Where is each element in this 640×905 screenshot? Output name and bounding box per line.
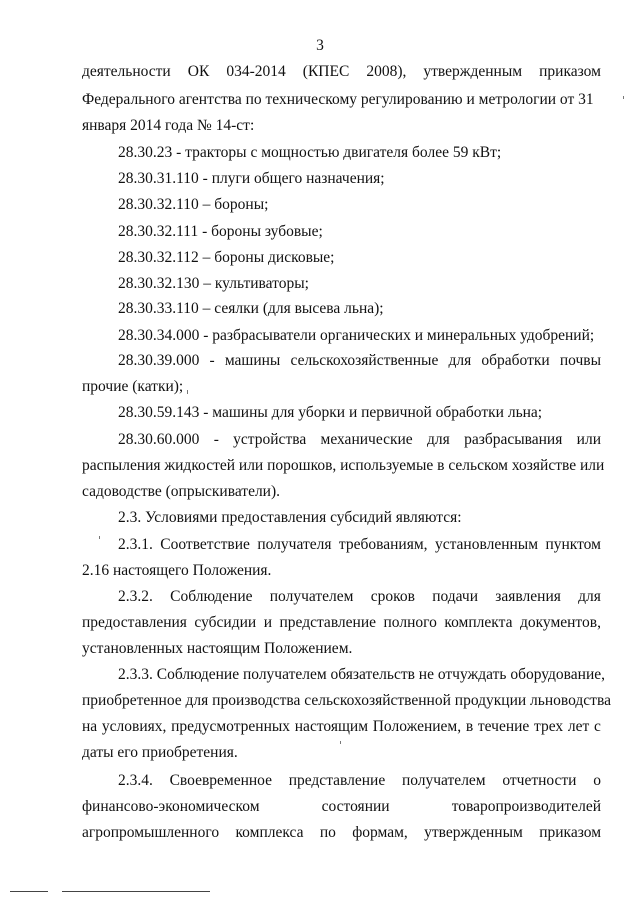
word: пунктом (545, 536, 601, 553)
list-item-28-30-32-130: 28.30.32.130 – культиваторы; (118, 275, 309, 292)
word: обработки (481, 352, 550, 369)
word: механические (320, 431, 413, 448)
text-line-2: Федерального агентства по техническому регулированию и метрологии от 31 (82, 91, 594, 108)
list-item-28-30-23: 28.30.23 - тракторы с мощностью двигателя более 59 кВт; (118, 144, 502, 161)
word: формам, (352, 824, 408, 841)
word: лет (567, 718, 590, 735)
word: 28.30.39.000 (118, 352, 200, 369)
word: для (427, 431, 450, 448)
word: для (578, 588, 601, 605)
word: и (263, 614, 272, 631)
word: приказом (539, 63, 601, 80)
word: условиях, (101, 718, 167, 735)
footer-rule-right (62, 891, 210, 892)
word: документов, (519, 614, 601, 631)
word: 2.3.2. (118, 588, 153, 605)
list-item-28-30-31-110: 28.30.31.110 - плуги общего назначения; (118, 170, 385, 187)
word: с (594, 718, 601, 735)
word: предусмотренных (171, 718, 291, 735)
word: устройства (233, 431, 307, 448)
text-line-30 (82, 824, 601, 842)
word: по (319, 824, 336, 841)
list-item-28-30-60-000 (118, 431, 601, 449)
word: ОК (187, 63, 210, 80)
scan-speck (340, 741, 341, 744)
word: - (209, 352, 215, 369)
list-item-28-30-32-110: 28.30.32.110 – бороны; (118, 196, 269, 213)
word: приказом (539, 824, 601, 841)
word: сельскохозяйственные (290, 352, 439, 369)
word: о (593, 772, 601, 789)
text-line-23: установленных настоящим Положением. (82, 640, 353, 657)
word: Своевременное (169, 772, 272, 789)
word: финансово-экономическом (82, 798, 260, 815)
word: отчетности (502, 772, 577, 789)
word: представление (288, 772, 386, 789)
word: Положением, (372, 718, 462, 735)
clause-2-3-3: 2.3.3. Соблюдение получателем обязательств не отчуждать оборудование, (118, 666, 605, 683)
word: почвы (559, 352, 601, 369)
word: разбрасывания (464, 431, 563, 448)
list-item-28-30-34-000: 28.30.34.000 - разбрасыватели органических и минеральных удобрений; (118, 327, 595, 344)
word: 2.3.1. (118, 536, 153, 553)
word: субсидии (194, 614, 257, 631)
text-line-29 (82, 798, 601, 816)
text-line-26 (82, 718, 601, 736)
word: комплекта (444, 614, 513, 631)
word: настоящим (294, 718, 369, 735)
word: 28.30.60.000 (118, 431, 200, 448)
word: получателем (401, 772, 486, 789)
word: утвержденным (423, 63, 523, 80)
footer-rule-left (10, 891, 48, 892)
list-item-28-30-33-110: 28.30.33.110 – сеялки (для высева льна); (118, 300, 384, 317)
word: требованиям, (338, 536, 428, 553)
list-item-28-30-39-000 (118, 352, 601, 370)
word: комплекса (235, 824, 304, 841)
word: предоставления (82, 614, 187, 631)
word: 034-2014 (226, 63, 286, 80)
word: Соответствие (160, 536, 250, 553)
list-item-28-30-59-143: 28.30.59.143 - машины для уборки и первичной обработки льна; (118, 404, 543, 421)
word: 2.3.4. (118, 772, 153, 789)
word: заявления (495, 588, 561, 605)
word: агропромышленного (82, 824, 220, 841)
word: установленным (434, 536, 539, 553)
word: трех (534, 718, 564, 735)
word: на (82, 718, 98, 735)
word: или (576, 431, 601, 448)
word: утвержденным (424, 824, 523, 841)
word: в (465, 718, 474, 735)
text-line-22 (82, 614, 601, 632)
word: состоянии (321, 798, 390, 815)
word: представление (279, 614, 377, 631)
text-line-20: 2.16 настоящего Положения. (82, 562, 272, 579)
word: для (448, 352, 472, 369)
list-item-28-30-32-112: 28.30.32.112 – бороны дисковые; (118, 249, 335, 266)
word: получателем (269, 588, 354, 605)
text-line-1 (82, 63, 601, 81)
clause-2-3-4 (118, 772, 601, 790)
clause-2-3-2 (118, 588, 601, 606)
text-line-13: прочие (катки); (82, 378, 184, 395)
text-line-3: января 2014 года № 14-ст: (82, 117, 255, 134)
word: сроков (370, 588, 415, 605)
text-line-17: садоводстве (опрыскиватели). (82, 483, 281, 500)
word: течение (477, 718, 530, 735)
page-number: 3 (316, 37, 324, 54)
word: подачи (432, 588, 479, 605)
list-item-28-30-32-111: 28.30.32.111 - бороны зубовые; (118, 223, 323, 240)
text-line-16: распыления жидкостей или порошков, используемые в сельском хозяйстве или (82, 457, 605, 474)
word: деятельности (82, 63, 171, 80)
word: (КПЕС (302, 63, 350, 80)
scan-speck (187, 390, 188, 394)
word: - (213, 431, 219, 448)
word: 2008), (366, 63, 407, 80)
text-line-27: даты его приобретения. (82, 744, 238, 761)
word: получателя (257, 536, 332, 553)
scan-speck (99, 536, 100, 539)
section-2-3-heading: 2.3. Условиями предоставления субсидий являются: (118, 509, 462, 526)
clause-2-3-1 (118, 536, 601, 554)
word: полного (383, 614, 437, 631)
word: машины (224, 352, 281, 369)
text-line-25: приобретенное для производства сельскохозяйственной продукции льноводства (82, 692, 611, 709)
word: Соблюдение (170, 588, 253, 605)
word: товаропроизводителей (451, 798, 601, 815)
scan-speck (623, 96, 624, 99)
